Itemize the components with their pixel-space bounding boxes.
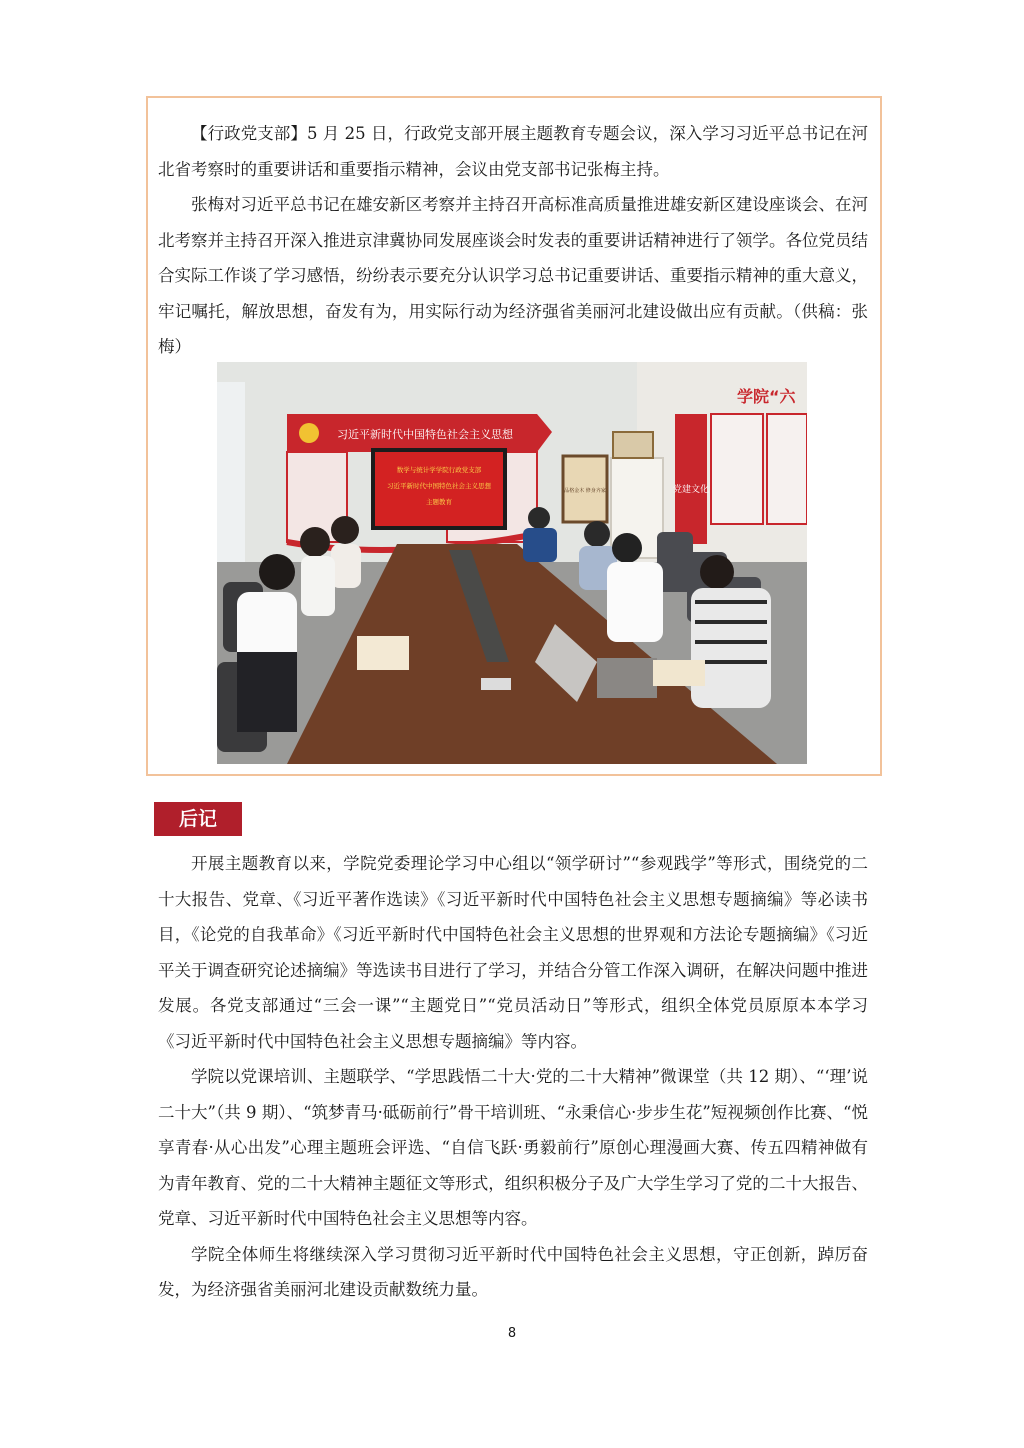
news-paragraph-1: 【行政党支部】5 月 25 日，行政党支部开展主题教育专题会议，深入学习习近平总书记在河北省考察时的重要讲话和重要指示精神，会议由党支部书记张梅主持。 — [158, 124, 868, 179]
afterword-paragraph-1: 开展主题教育以来，学院党委理论学习中心组以“领学研讨”“参观践学”等形式，围绕党的二十大报告、党章、《习近平著作选读》《习近平新时代中国特色社会主义思想专题摘编》等必读书目，《论党的自我革命》《习近平新时代中国特色社会主义思想的世界观和方法论专题摘编》《习近平关于调查研究论述摘编》等选读书目进行了学习，并结合分管工作深入调研，在解决问题中推进发展。各党支部通过“三会一课”“主题党日”“党员活动日”等形式，组织全体党员原原本本学习《习近平新时代中国特色社会主义思想专题摘编》等内容。 — [158, 854, 868, 1051]
screen-line-2: 习近平新时代中国特色社会主义思想 — [387, 482, 491, 490]
afterword-paragraph-2: 学院以党课培训、主题联学、“学思践悟二十大·党的二十大精神”微课堂（共 12 期）、“‘理’说二十大”（共 9 期）、“筑梦青马·砥砺前行”骨干培训班、“永秉信心·步步生花”短视频创作比赛、“悦享青春·从心出发”心理主题班会评选、“自信飞跃·勇毅前行”原创心理漫画大赛、传五四精神做有为青年教育、党的二十大精神主题征文等形式，组织积极分子及广大学生学习了党的二十大报告、党章、习近平新时代中国特色社会主义思想等内容。 — [158, 1067, 868, 1228]
right-wall-text: 学院“六 — [737, 387, 796, 406]
screen-line-3: 主题教育 — [426, 498, 452, 506]
afterword-heading: 后记 — [154, 802, 242, 836]
page-number: 8 — [507, 1326, 517, 1341]
news-paragraph-2: 张梅对习近平总书记在雄安新区考察并主持召开高标准高质量推进雄安新区建设座谈会、在河北考察并主持召开深入推进京津冀协同发展座谈会时发表的重要讲话精神进行了领学。各位党员结合实际工作谈了学习感悟，纷纷表示要充分认识学习总书记重要讲话、重要指示精神的重大意义，牢记嘱托，解放思想，奋发有为，用实际行动为经济强省美丽河北建设做出应有贡献。（供稿：张梅） — [158, 195, 868, 356]
right-panel-text: 党建文化 — [672, 485, 710, 495]
calligraphy-text: 品格金木 修身齐家 — [564, 488, 606, 494]
afterword-text — [158, 846, 868, 1308]
news-text — [158, 116, 868, 365]
meeting-photo — [217, 362, 807, 764]
afterword-paragraph-3: 学院全体师生将继续深入学习贯彻习近平新时代中国特色社会主义思想，守正创新，踔厉奋发，为经济强省美丽河北建设贡献数统力量。 — [158, 1244, 868, 1299]
wall-banner-text: 习近平新时代中国特色社会主义思想 — [337, 428, 513, 441]
screen-line-1: 数学与统计学学院行政党支部 — [396, 466, 482, 474]
